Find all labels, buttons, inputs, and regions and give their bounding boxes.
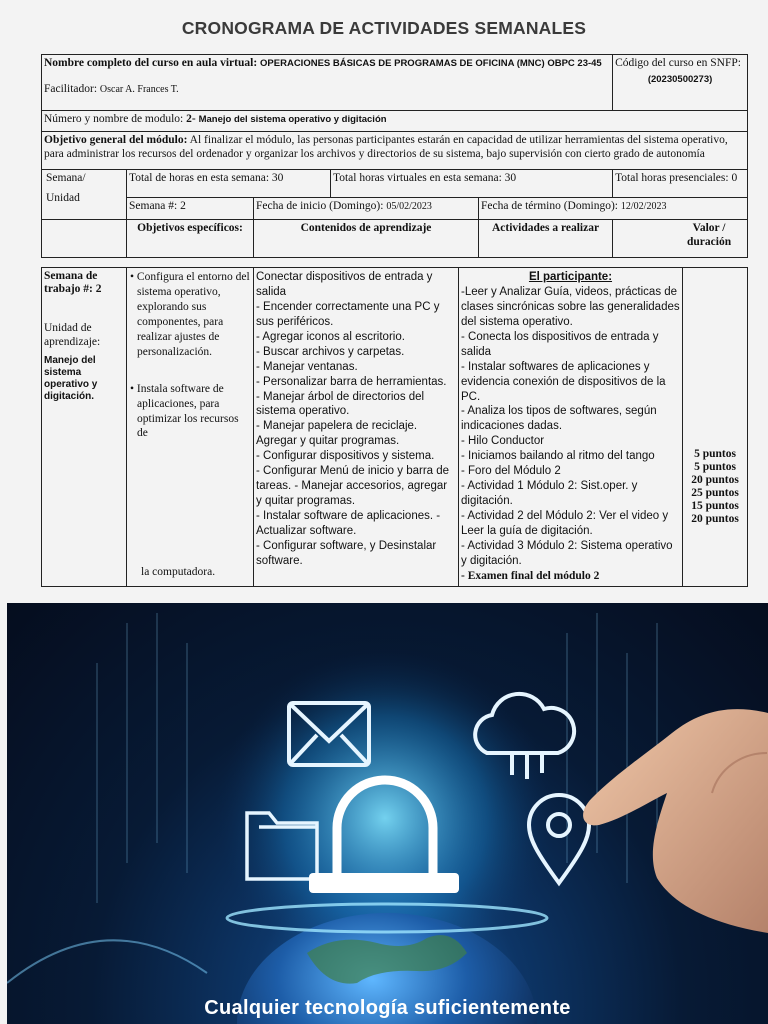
presential-hours: Total horas presenciales: 0 xyxy=(613,170,748,198)
contents-column xyxy=(254,268,459,587)
value-item: 25 puntos xyxy=(691,487,739,499)
objectives-column xyxy=(127,268,254,587)
col-value-header xyxy=(613,220,748,258)
module-name: Manejo del sistema operativo y digitación xyxy=(198,114,387,125)
start-date-value: 05/02/2023 xyxy=(386,201,432,212)
activity-item: -Leer y Analizar Guía, videos, prácticas de clases sincrónicas sobre las generalidades del sistema operativo. xyxy=(461,285,680,328)
content-item: - Manejar ventanas. xyxy=(256,360,358,373)
course-code-label: Código del curso en SNFP: xyxy=(615,57,741,69)
course-label: Nombre completo del curso en aula virtual: xyxy=(44,57,258,69)
module-label: Número y nombre de modulo: xyxy=(44,113,184,125)
content-item: - Encender correctamente una PC y sus periféricos. xyxy=(256,300,440,328)
activity-item: - Hilo Conductor xyxy=(461,435,545,448)
start-date-label: Fecha de inicio (Domingo): xyxy=(256,200,384,212)
total-hours: Total de horas en esta semana: 30 xyxy=(127,170,331,198)
col-objectives-header: Objetivos específicos: xyxy=(127,220,254,258)
objective-item: • Configura el entorno del sistema operativo, explorando sus componentes, para realizar ajustes de personalización. xyxy=(130,271,250,358)
value-item: 5 puntos xyxy=(694,461,736,473)
banner-illustration xyxy=(7,603,768,1024)
col-contents-header: Contenidos de aprendizaje xyxy=(254,220,479,258)
col-activities-header: Actividades a realizar xyxy=(479,220,613,258)
banner-caption: Cualquier tecnología suficientemente xyxy=(204,997,571,1019)
activity-item: - Actividad 2 del Módulo 2: Ver el video y Leer la guía de digitación. xyxy=(461,510,669,537)
content-item: - Agregar iconos al escritorio. xyxy=(256,330,405,343)
week-unit-cell xyxy=(42,170,127,220)
activity-item: - Instalar softwares de aplicaciones y evidencia conexión de dispositivos de la PC. xyxy=(461,360,666,403)
col-value-label: Valor / xyxy=(692,222,726,234)
activities-table xyxy=(41,267,748,587)
value-item: 15 puntos xyxy=(691,500,739,512)
facilitator-name: Oscar A. Frances T. xyxy=(99,84,179,96)
unit-label: Unidad xyxy=(46,192,80,205)
document-title: CRONOGRAMA DE ACTIVIDADES SEMANALES xyxy=(181,18,587,38)
objective-tail: la computadora. xyxy=(141,565,216,578)
virtual-hours: Total horas virtuales en esta semana: 30 xyxy=(331,170,613,198)
content-item: - Configurar dispositivos y sistema. xyxy=(256,450,435,463)
start-date-cell xyxy=(254,198,479,220)
end-date-label: Fecha de término (Domingo): xyxy=(481,200,619,212)
activity-item: - Conecta los dispositivos de entrada y salida xyxy=(461,330,659,358)
content-item: - Instalar software de aplicaciones. - Actualizar software. xyxy=(256,510,441,537)
week-unit-column xyxy=(42,268,127,587)
activity-item: - Foro del Módulo 2 xyxy=(461,465,561,478)
activity-item: - Actividad 1 Módulo 2: Sist.oper. y digitación. xyxy=(461,480,638,508)
header-table xyxy=(41,54,748,258)
content-item: - Manejar árbol de directorios del sistema operativo. xyxy=(256,390,425,418)
value-item: 20 puntos xyxy=(691,513,739,525)
activities-column xyxy=(459,268,683,587)
activity-item: - Iniciamos bailando al ritmo del tango xyxy=(461,450,655,463)
content-item: - Configurar software, y Desinstalar software. xyxy=(256,539,437,567)
module-number: 2- xyxy=(186,113,196,125)
end-date-value: 12/02/2023 xyxy=(620,201,667,212)
light-curve xyxy=(7,940,207,983)
value-item: 20 puntos xyxy=(691,474,739,486)
week-title: Semana de trabajo #: 2 xyxy=(44,270,102,296)
unit-name: Manejo del sistema operativo y digitación. xyxy=(44,354,98,402)
module-cell xyxy=(42,111,748,132)
week-number: Semana #: 2 xyxy=(127,198,254,220)
participant-label: El participante: xyxy=(528,271,613,283)
objective-label: Objetivo general del módulo: xyxy=(44,134,188,146)
objective-item: • Instala software de aplicaciones, para optimizar los recursos de xyxy=(130,382,239,440)
course-code-value: (20230500273) xyxy=(647,74,713,86)
course-name: OPERACIONES BÁSICAS DE PROGRAMAS DE OFICINA (MNC) OBPC 23-45 xyxy=(260,58,602,69)
content-item: - Manejar papelera de reciclaje. xyxy=(256,420,418,433)
blank-cell xyxy=(42,220,127,258)
activity-item: - Actividad 3 Módulo 2: Sistema operativo y digitación. xyxy=(461,539,673,567)
objective-cell xyxy=(42,132,748,170)
pointing-hand xyxy=(583,709,768,933)
content-item: - Buscar archivos y carpetas. xyxy=(256,345,405,358)
week-label: Semana/ xyxy=(46,172,86,184)
content-item: Agregar y quitar programas. xyxy=(256,435,400,448)
value-item: 5 puntos xyxy=(694,448,736,460)
unit-of-learning-label: Unidad de aprendizaje: xyxy=(44,322,101,348)
content-item: Conectar dispositivos de entrada y salida xyxy=(256,271,433,298)
technology-banner xyxy=(7,603,768,1024)
col-duration-label: duración xyxy=(687,236,732,249)
course-cell xyxy=(42,55,613,111)
content-item: - Personalizar barra de herramientas. xyxy=(256,375,447,388)
activity-item: - Analiza los tipos de softwares, según indicaciones dadas. xyxy=(461,405,657,433)
content-item: - Configurar Menú de inicio y barra de tareas. - Manejar accesorios, agregar y quitar programas. xyxy=(256,465,450,508)
course-code-cell xyxy=(613,55,748,111)
objective-text: Al finalizar el módulo, las personas participantes estarán en capacidad de utilizar herramientas del sistema operativo, para administrar los recursos del ordenador y organizar los archivos y directorios de su sistema, bajo supervisión con cierto grado de autonomía xyxy=(44,134,728,161)
values-column xyxy=(683,268,748,587)
facilitator-label: Facilitador: xyxy=(44,83,98,96)
final-exam: - Examen final del módulo 2 xyxy=(461,569,600,582)
end-date-cell xyxy=(479,198,748,220)
